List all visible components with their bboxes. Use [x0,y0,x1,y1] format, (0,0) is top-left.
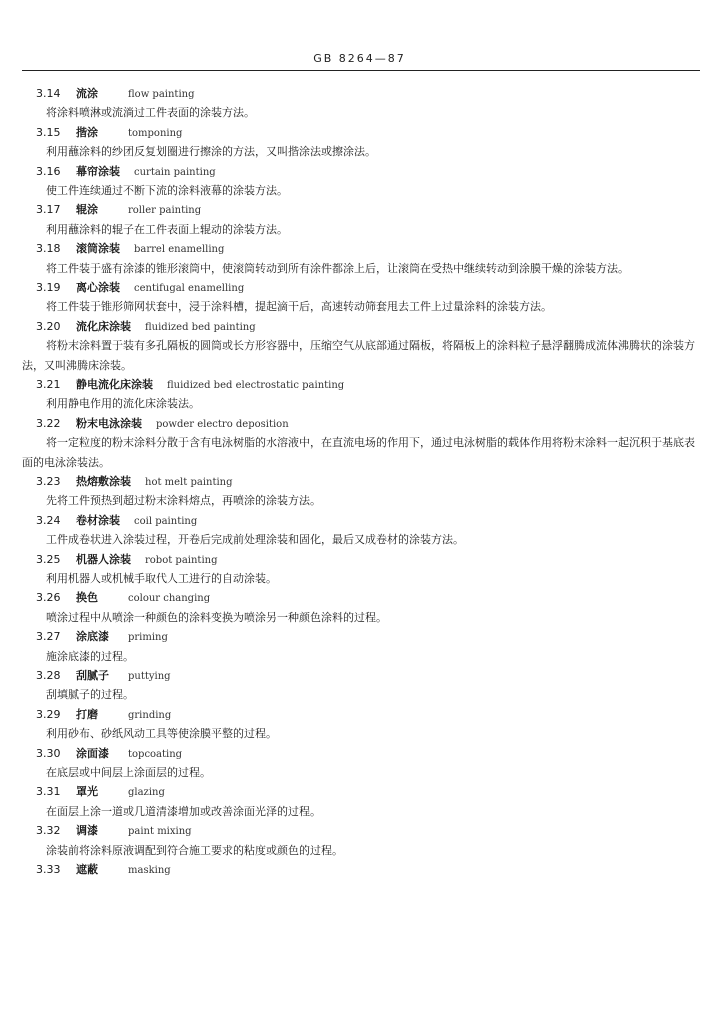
term-english: curtain painting [134,166,216,178]
term-chinese: 调漆 [76,824,98,838]
term-chinese: 刮腻子 [76,668,109,682]
term-entry [0,162,719,201]
term-chinese: 卷材涂装 [76,513,120,527]
term-number: 3.19 [36,280,61,294]
term-heading [0,317,719,336]
term-heading [0,627,719,646]
term-english: powder electro deposition [156,418,289,430]
term-number: 3.21 [36,377,61,391]
term-entry [0,705,719,744]
term-number: 3.25 [36,552,61,566]
term-english: robot painting [145,554,218,566]
term-english: grinding [128,709,172,721]
term-chinese: 热熔敷涂装 [76,474,131,488]
term-definition: 在面层上涂一道或几道清漆增加或改善涂面光泽的过程。 [46,804,321,818]
term-heading [0,821,719,840]
term-entry [0,744,719,783]
term-definition: 将一定粒度的粉末涂料分散于含有电泳树脂的水溶液中，在直流电场的作用下，通过电泳树脂的载体作用将粉末涂料一起沉积于基底表面的电泳涂装法。 [22,436,695,469]
term-heading [0,860,719,879]
term-number: 3.33 [36,862,61,876]
term-entry [0,550,719,589]
term-heading [0,588,719,607]
term-definition: 先将工件预热到超过粉末涂料熔点，再喷涂的涂装方法。 [46,494,321,508]
term-number: 3.27 [36,630,61,644]
term-english: puttying [128,670,171,682]
term-heading [0,278,719,297]
term-english: fluidized bed painting [145,321,256,333]
term-chinese: 揩涂 [76,125,98,139]
term-english: flow painting [128,89,195,100]
term-list [0,84,719,879]
term-entry [0,666,719,705]
term-entry [0,782,719,821]
term-number: 3.20 [36,319,61,333]
term-definition: 利用蘸涂料的辊子在工件表面上辊动的涂装方法。 [46,222,288,236]
term-number: 3.14 [36,87,61,100]
term-english: colour changing [128,593,211,605]
term-heading [0,705,719,724]
term-chinese: 罩光 [76,785,98,799]
term-number: 3.23 [36,474,61,488]
term-number: 3.26 [36,591,61,605]
term-entry [0,627,719,666]
term-english: paint mixing [128,826,192,838]
term-entry [0,860,719,879]
term-definition: 刮填腻子的过程。 [46,688,134,702]
term-number: 3.29 [36,707,61,721]
term-definition: 施涂底漆的过程。 [46,649,134,663]
term-english: hot melt painting [145,476,233,488]
term-english: roller painting [128,205,202,217]
term-definition: 将涂料喷淋或流淌过工件表面的涂装方法。 [46,106,255,120]
term-chinese: 粉末电泳涂装 [76,416,142,430]
term-definition: 利用静电作用的流化床涂装法。 [46,397,200,411]
term-heading [0,123,719,142]
term-definition: 在底层或中间层上涂面层的过程。 [46,765,211,779]
term-chinese: 流涂 [76,87,98,100]
term-number: 3.32 [36,824,61,838]
term-chinese: 离心涂装 [76,280,120,294]
term-definition: 涂装前将涂料原液调配到符合施工要求的粘度或颜色的过程。 [46,843,343,857]
term-chinese: 涂底漆 [76,630,109,644]
term-heading [0,375,719,394]
term-english: centifugal enamelling [134,282,245,294]
term-number: 3.30 [36,746,61,760]
term-english: fluidized bed electrostatic painting [167,379,345,391]
term-entry [0,317,719,375]
term-definition: 将工件装于锥形筛网状套中，浸于涂料槽，提起滴干后，高速转动筛套甩去工件上过量涂料的涂装方法。 [46,300,552,314]
term-number: 3.16 [36,164,61,178]
term-heading [0,472,719,491]
term-number: 3.31 [36,785,61,799]
term-number: 3.15 [36,125,61,139]
term-chinese: 打磨 [76,707,98,721]
term-definition: 利用机器人或机械手取代人工进行的自动涂装。 [46,571,277,585]
term-entry [0,588,719,627]
term-entry [0,414,719,472]
term-chinese: 机器人涂装 [76,552,131,566]
term-number: 3.22 [36,416,61,430]
term-definition: 使工件连续通过不断下流的涂料液幕的涂装方法。 [46,183,288,197]
term-entry [0,239,719,278]
term-chinese: 涂面漆 [76,746,109,760]
term-heading [0,239,719,258]
term-definition: 工件成卷状进入涂装过程，开卷后完成前处理涂装和固化，最后又成卷材的涂装方法。 [46,533,464,547]
term-heading [0,84,719,103]
term-definition: 将粉末涂料置于装有多孔隔板的圆筒或长方形容器中，压缩空气从底部通过隔板，将隔板上的涂料粒子悬浮翻腾成流体沸腾状的涂装方法，又叫沸腾床涂装。 [22,339,695,372]
term-number: 3.18 [36,242,61,256]
term-heading [0,200,719,219]
header-rule [22,70,700,71]
term-heading [0,511,719,530]
term-heading [0,744,719,763]
term-entry [0,123,719,162]
term-number: 3.17 [36,203,61,217]
term-heading [0,414,719,433]
term-chinese: 换色 [76,591,98,605]
term-english: topcoating [128,748,183,760]
term-definition: 将工件装于盛有涂漆的锥形滚筒中，使滚筒转动到所有涂件都涂上后，让滚筒在受热中继续转动到涂膜干燥的涂装方法。 [46,261,629,275]
term-number: 3.28 [36,668,61,682]
term-heading [0,550,719,569]
term-entry [0,200,719,239]
term-entry [0,511,719,550]
term-entry [0,84,719,123]
term-english: masking [128,864,171,876]
term-chinese: 流化床涂装 [76,319,131,333]
term-definition: 利用蘸涂料的纱团反复划圈进行擦涂的方法，又叫揩涂法或擦涂法。 [46,145,376,159]
term-heading [0,666,719,685]
term-english: coil painting [134,515,198,527]
term-definition: 利用砂布、砂纸风动工具等使涂膜平整的过程。 [46,727,277,741]
term-heading [0,782,719,801]
term-chinese: 静电流化床涂装 [76,377,153,391]
term-chinese: 辊涂 [76,203,98,217]
term-english: priming [128,632,168,644]
term-entry [0,375,719,414]
term-entry [0,278,719,317]
term-english: glazing [128,787,165,799]
term-chinese: 幕帘涂装 [76,164,120,178]
standard-code-header: GB 8264—87 [313,52,406,65]
term-number: 3.24 [36,513,61,527]
term-chinese: 遮蔽 [76,862,98,876]
term-english: barrel enamelling [134,244,225,256]
term-entry [0,821,719,860]
term-definition: 喷涂过程中从喷涂一种颜色的涂料变换为喷涂另一种颜色涂料的过程。 [46,610,387,624]
term-english: tomponing [128,127,183,139]
term-entry [0,472,719,511]
term-chinese: 滚筒涂装 [76,242,120,256]
term-heading [0,162,719,181]
